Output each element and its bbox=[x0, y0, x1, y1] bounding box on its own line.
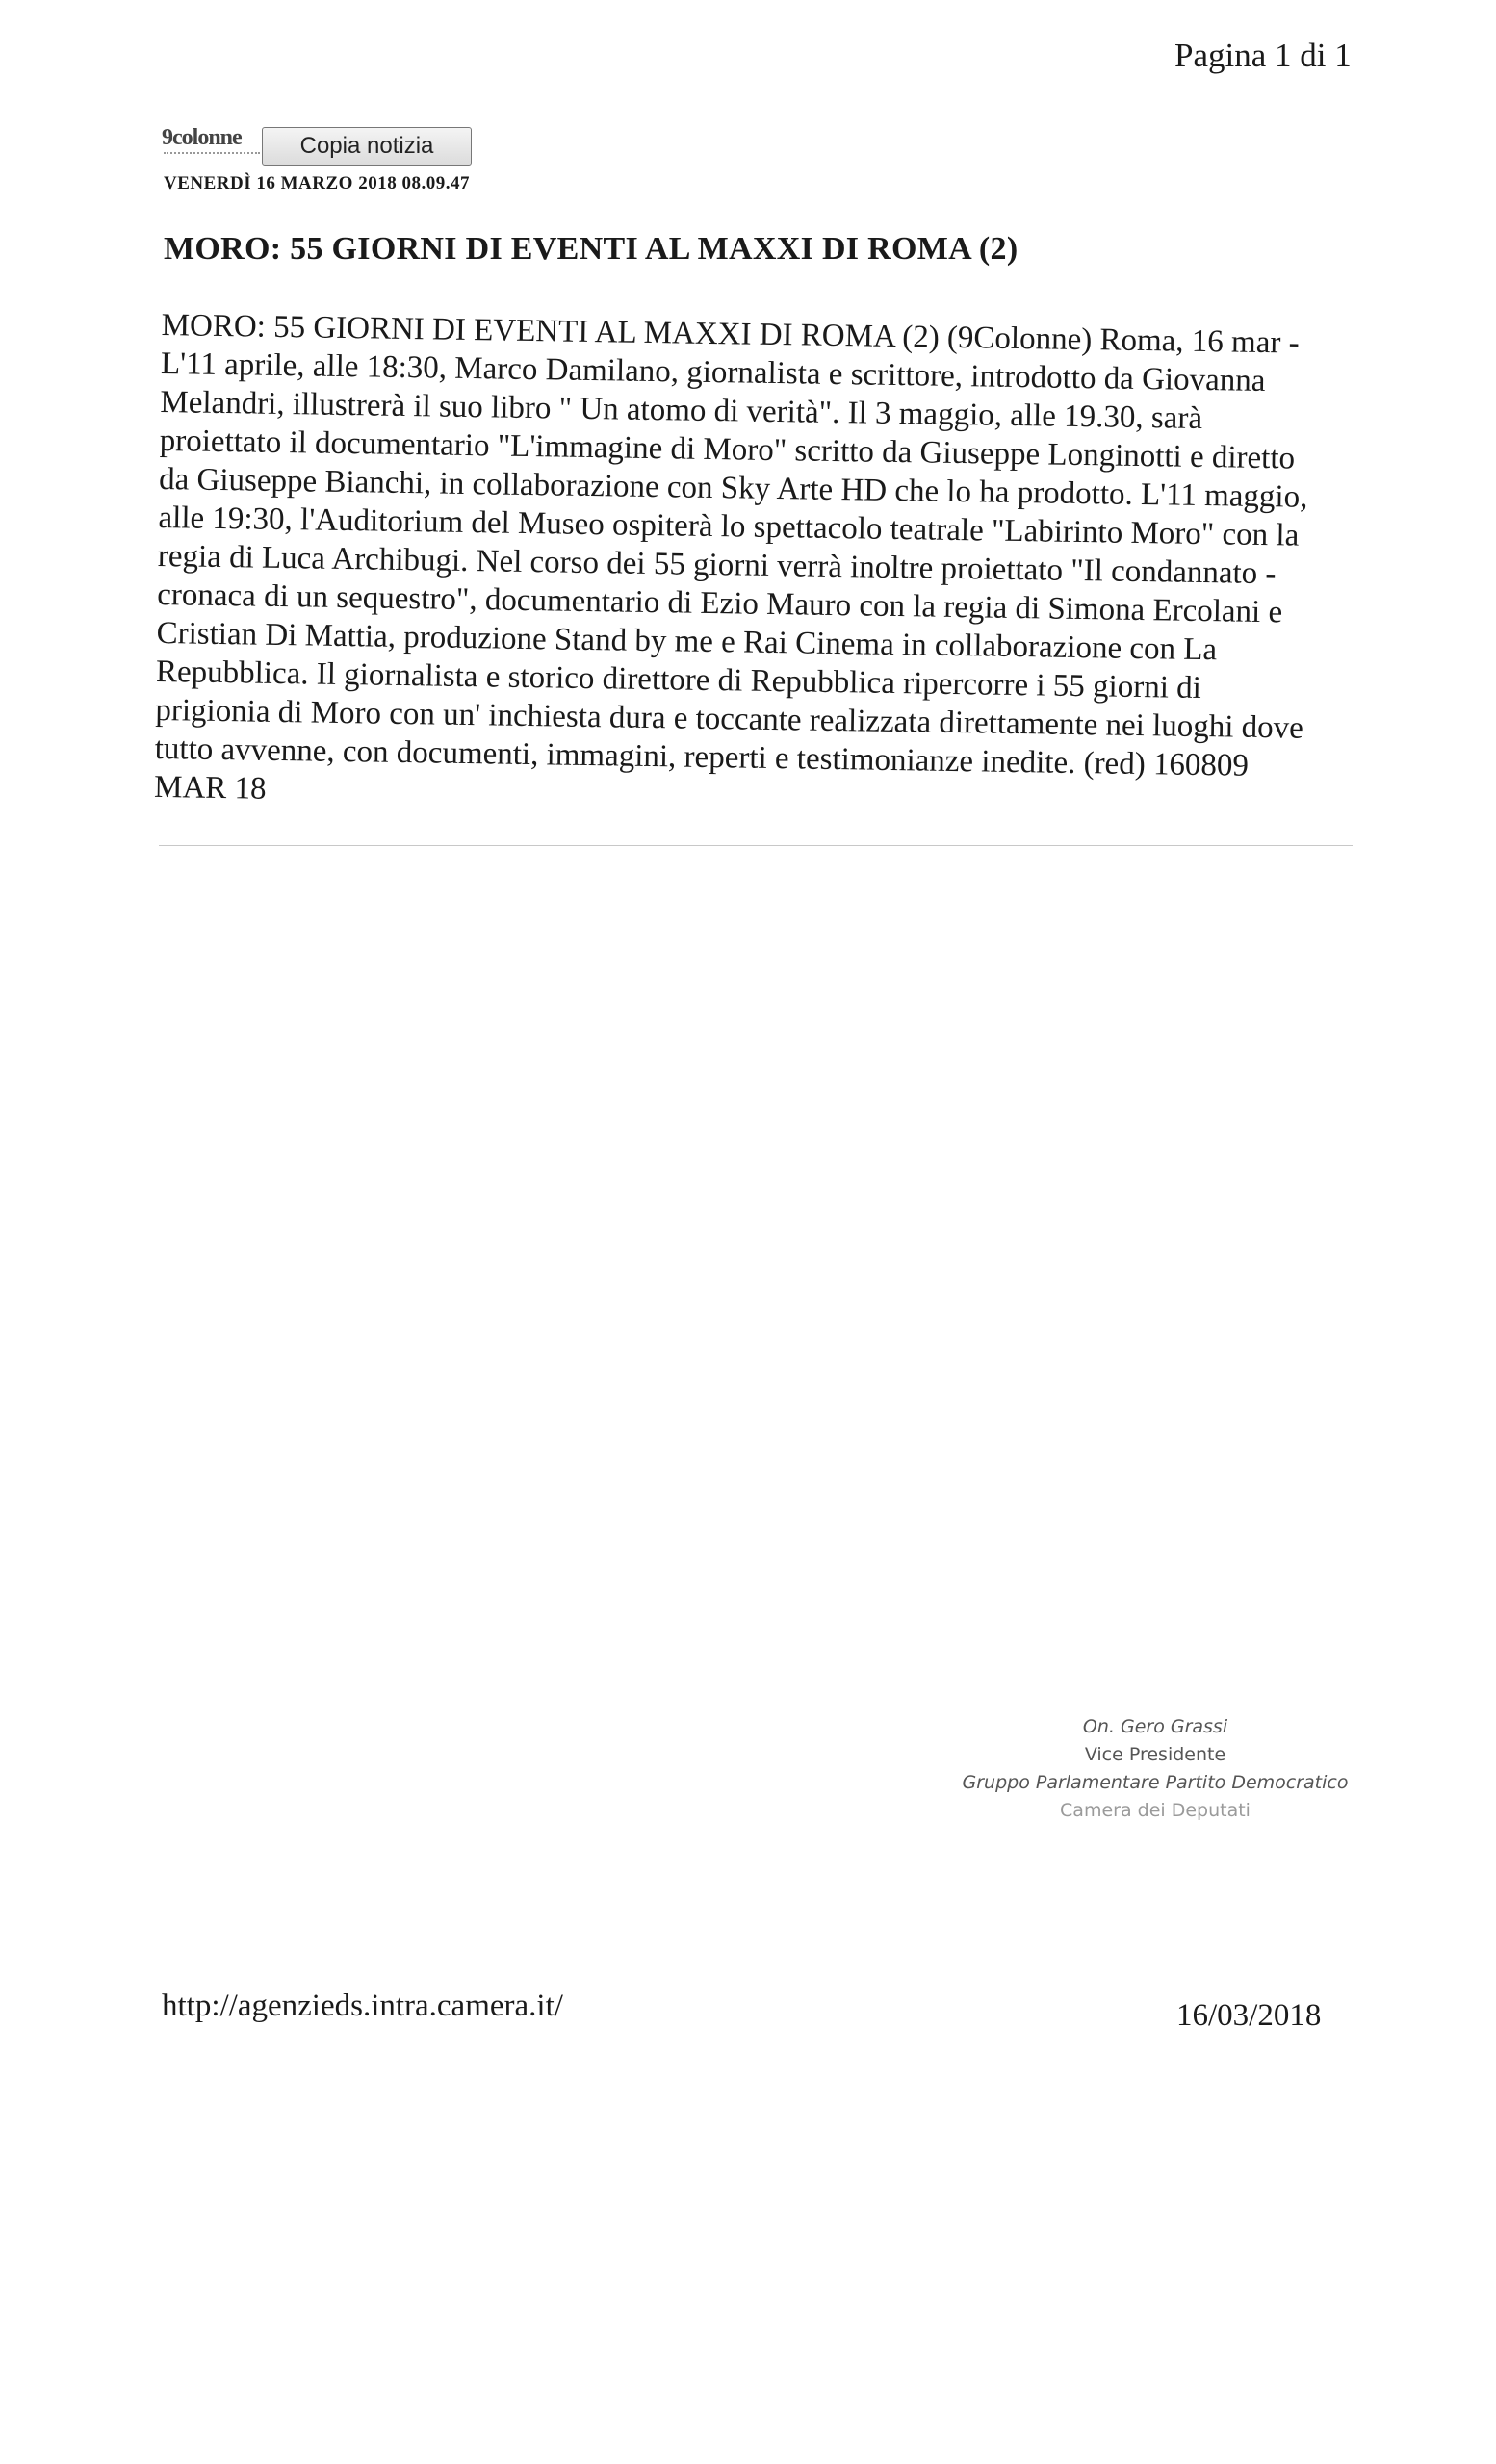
stamp-role: Vice Presidente bbox=[1084, 1744, 1226, 1765]
agency-logo: 9colonne bbox=[162, 125, 242, 150]
news-date: VENERDÌ 16 MARZO 2018 08.09.47 bbox=[164, 173, 470, 193]
divider bbox=[159, 845, 1353, 846]
page-number: Pagina 1 di 1 bbox=[1174, 37, 1352, 74]
logo-underline bbox=[164, 152, 260, 158]
news-headline: MORO: 55 GIORNI DI EVENTI AL MAXXI DI ROMA (2) bbox=[164, 231, 1019, 267]
stamp-chamber: Camera dei Deputati bbox=[1060, 1800, 1251, 1821]
print-date: 16/03/2018 bbox=[1176, 1998, 1322, 2033]
news-body: MORO: 55 GIORNI DI EVENTI AL MAXXI DI ROMA (2) (9Colonne) Roma, 16 mar - L'11 aprile, alle 18:30, Marco Damilano, giornalista e scrittore, introdotto da Giovanna Melandri, illustrerà il suo libro " Un atomo di verità". Il 3 maggio, alle 19.30, sarà proiettato il documentario "L'immagine di Moro" scritto da Giuseppe Longinotti e diretto da Giuseppe Bianchi, in collaborazione con Sky Arte HD che lo ha prodotto. L'11 maggio, alle 19:30, l'Auditorium del Museo ospiterà lo spettacolo teatrale "Labirinto Moro" con la regia di Luca Archibugi. Nel corso dei 55 giorni verrà inoltre proiettato "Il condannato - cronaca di un sequestro", documentario di Ezio Mauro con la regia di Simona Ercolani e Cristian Di Mattia, produzione Stand by me e Rai Cinema in collaborazione con La Repubblica. Il giornalista e storico direttore di Repubblica ripercorre i 55 giorni di prigionia di Moro con un' inchiesta dura e toccante realizzata direttamente nei luoghi dove tutto avvenne, con documenti, immagini, reperti e testimonianze inedite. (red) 160809 MAR 18 bbox=[153, 307, 1308, 807]
stamp-name: On. Gero Grassi bbox=[1082, 1716, 1228, 1737]
signature-stamp bbox=[924, 1713, 1386, 1825]
copy-news-button[interactable]: Copia notizia bbox=[262, 127, 472, 166]
source-url: http://agenzieds.intra.camera.it/ bbox=[162, 1989, 563, 2023]
stamp-group: Gruppo Parlamentare Partito Democratico bbox=[962, 1772, 1349, 1793]
